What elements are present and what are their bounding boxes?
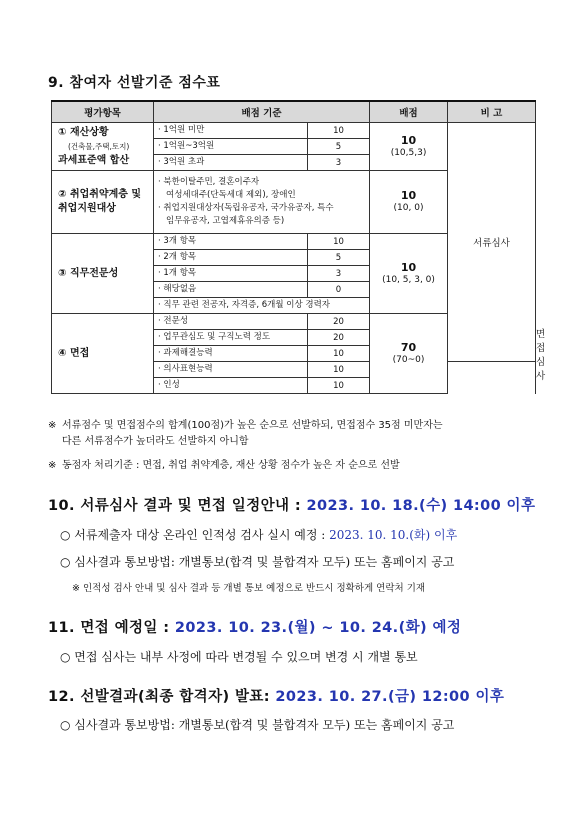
score-table xyxy=(51,100,546,394)
section-11-title: 11. 면접 예정일 : 2023. 10. 23.(월) ~ 10. 24.(화) 예정 xyxy=(48,620,462,636)
criteria-text: · 2개 항목 xyxy=(154,250,308,266)
score-cell: 10 (10, 5, 3, 0) xyxy=(370,234,448,314)
header-item: 평가항목 xyxy=(52,101,154,123)
criteria-text: · 1개 항목 xyxy=(154,266,308,282)
criteria-text: · 1억원 미만 xyxy=(154,123,308,139)
remark-document: 서류심사 xyxy=(448,123,536,362)
criteria-points: 0 xyxy=(308,282,370,298)
criteria-text: · 과제해결능력 xyxy=(154,346,308,362)
criteria-points: 10 xyxy=(308,234,370,250)
criteria-points: 10 xyxy=(308,362,370,378)
criteria-text: · 인성 xyxy=(154,378,308,394)
criteria-text: · 3개 항목 xyxy=(154,234,308,250)
section-10-bullet-1: ○ 서류제출자 대상 온라인 인적성 검사 실시 예정 : 2023. 10. 10.(화) 이후 xyxy=(60,528,458,542)
item-vulnerable: ② 취업취약계층 및 취업지원대상 xyxy=(52,171,154,234)
criteria-points: 10 xyxy=(308,346,370,362)
score-cell: 10 (10,5,3) xyxy=(370,123,448,171)
item-property: ① 재산상황 (건축물,주택,토지) 과세표준액 합산 xyxy=(52,123,154,171)
criteria-points: 5 xyxy=(308,250,370,266)
criteria-text: · 3억원 초과 xyxy=(154,155,308,171)
score-cell: 70 (70~0) xyxy=(370,314,448,394)
criteria-points: 10 xyxy=(308,123,370,139)
criteria-points: 20 xyxy=(308,314,370,330)
criteria-points: 20 xyxy=(308,330,370,346)
header-criteria: 배점 기준 xyxy=(154,101,370,123)
criteria-text: · 북한이탈주민, 결혼이주자 여성세대주(단독세대 제외), 장애인 · 취업지원대상자(독립유공자, 국가유공자, 특수 임무유공자, 고엽제휴유의증 등) xyxy=(154,171,370,234)
criteria-text: · 의사표현능력 xyxy=(154,362,308,378)
criteria-points: 3 xyxy=(308,266,370,282)
criteria-points: 3 xyxy=(308,155,370,171)
criteria-text: · 1억원~3억원 xyxy=(154,139,308,155)
criteria-text: · 전문성 xyxy=(154,314,308,330)
item-expertise: ③ 직무전문성 xyxy=(52,234,154,314)
score-cell: 10 (10, 0) xyxy=(370,171,448,234)
section-11-bullet-1: ○ 면접 심사는 내부 사정에 따라 변경될 수 있으며 변경 시 개별 통보 xyxy=(60,650,418,664)
note-scoring: ※ 서류점수 및 면접점수의 합계(100점)가 높은 순으로 선발하되, 면접점수 35점 미만자는 다른 서류점수가 높더라도 선발하지 아니함 xyxy=(48,420,443,447)
section-10-bullet-2: ○ 심사결과 통보방법: 개별통보(합격 및 불합격자 모두) 또는 홈페이지 공고 xyxy=(60,555,455,569)
criteria-text: · 업무관심도 및 구직노력 정도 xyxy=(154,330,308,346)
header-score: 배점 xyxy=(370,101,448,123)
section-12-title: 12. 선발결과(최종 합격자) 발표: 2023. 10. 27.(금) 12:00 이후 xyxy=(48,689,505,705)
section-10-title: 10. 서류심사 결과 및 면접 일정안내 : 2023. 10. 18.(수) 14:00 이후 xyxy=(48,498,536,514)
header-remark: 비 고 xyxy=(448,101,536,123)
criteria-footer: · 직무 관련 전공자, 자격증, 6개월 이상 경력자 xyxy=(154,298,370,314)
section-10-note: ※ 인적성 검사 안내 및 심사 결과 등 개별 통보 예정으로 반드시 정확하게 연락처 기재 xyxy=(72,583,426,594)
item-interview: ④ 면접 xyxy=(52,314,154,394)
criteria-text: · 해당없음 xyxy=(154,282,308,298)
section-9-title: 9. 참여자 선발기준 점수표 xyxy=(48,75,221,91)
table-header-row xyxy=(52,101,536,123)
criteria-points: 5 xyxy=(308,139,370,155)
criteria-points: 10 xyxy=(308,378,370,394)
table-row xyxy=(52,123,536,139)
note-tiebreak: ※ 동점자 처리기준 : 면접, 취업 취약계층, 재산 상황 점수가 높은 자 순으로 선발 xyxy=(48,460,400,471)
table-row: ④ 면접 · 전문성 20 70 (70~0) 면접심사 xyxy=(52,314,536,330)
section-12-bullet-1: ○ 심사결과 통보방법: 개별통보(합격 및 불합격자 모두) 또는 홈페이지 공고 xyxy=(60,718,455,732)
